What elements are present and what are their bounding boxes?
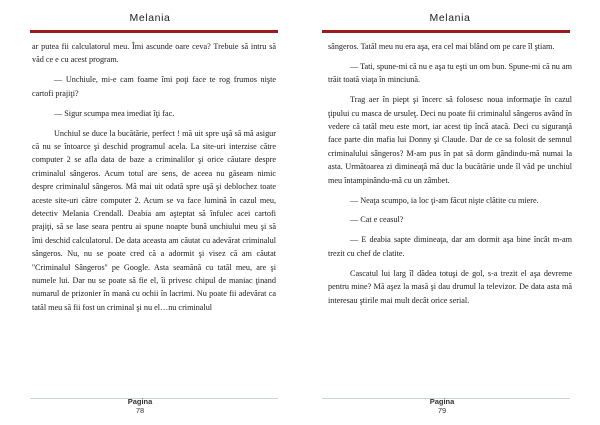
page-body [328, 40, 572, 313]
page-number: 78 [135, 406, 145, 415]
paragraph: — Unchiule, mi-e cam foame îmi poţi face te rog frumos nişte cartofi prajiţi? [32, 75, 276, 98]
right-page [300, 0, 600, 425]
footer-label: Pagina [127, 397, 153, 406]
paragraph: — E deabia sapte dimineaţa, dar am dormit aşa bine încât m-am trezit cu chef de clatite. [328, 235, 572, 258]
footer-label: Pagina [429, 397, 455, 406]
paragraph: sângeros. Tatăl meu nu era aşa, era cel mai blând om pe care îl ştiam. [328, 42, 555, 51]
page-header-title: Melania [429, 12, 471, 24]
paragraph: Unchiul se duce la bucătărie, perfect ! mă uit spre uşă să mă asigur că nu se întoarce şi deschid programul acela. La site-uri interzise către computer 2 se afla data de baze a criminalilor şi orice căutare despre criminalul sângeros. Acum totul are sens, de aceea nu găseam nimic despre criminalul sângeros. Mă mai uit odată spre uşă şi deblochez toate aceste site-uri către computer 2. Acum se va face lumină în cazul meu, detectiv Melania Crendall. Deabia am aşteptat să înfulec acei cartofi prajiţi, să se lase seara pentru ai spune noapte bună unchiului meu şi să îmi deschid calculatorul. De data aceasta am căutat cu adevărat criminalul sângeros. Nu, nu se poate cred că a adormit şi visez că am căutat ''Criminalul Sângeros'' pe Google. Asta seamănă cu tatăl meu, are şi numele lui. Dar nu se poate să fie el, îi privesc chipul de maniac ţinand numarul de prizonier în mană cu ochii în lacrimi. Nu poate fii adevărat ca tatăl meu să fii fost un criminal şi nu el…nu criminalul [32, 128, 276, 312]
paragraph: — Cat e ceasul? [350, 215, 404, 225]
paragraph: ar putea fii calculatorul meu. Îmi ascunde oare ceva? Trebuie să intru să văd ce e cu acest program. [32, 42, 276, 65]
page-header-title: Melania [129, 12, 171, 24]
page-footer [424, 397, 460, 415]
paragraph: — Tati, spune-mi că nu e aşa tu eşti un om bun. Spune-mi că nu am trăit toată viaţa în minciună. [328, 61, 572, 85]
paragraph: Trag aer în piept şi încerc să folosesc noua informaţie în cazul ţipului cu masca de ursuleţ. Deci nu poate fii criminalul sângeros având în vedere că tatăl meu este mort, iar acest tip încă atacă. Deci cu siguranţă face parte din mafia lui Donny şi Claude. Dar de ce sa folosit de semnul criminalului sângeros? M-am pus în pat să dorm gândindu-mă numai la asta. Următoarea zi dimineaţă mă duc la bucătărie unde îl văd pe unchiul meu întampinându-mă cu un zâmbet. [328, 95, 572, 185]
page-number: 79 [437, 406, 447, 415]
paragraph: Cascatul lui larg îl dădea totuşi de gol, s-a trezit el aşa devreme pentru mine? Mă aşez la masă şi dau drumul la televizor. De data asta mă interesau ştirile mai mult decât orice serial. [328, 268, 572, 305]
page-body [32, 40, 276, 321]
paragraph: — Neaţa scumpo, ia loc ţi-am făcut nişte clătite cu miere. [350, 195, 539, 205]
header-rule [322, 30, 570, 33]
page-footer [122, 397, 158, 415]
paragraph: — Sigur scumpa mea imediat îţi fac. [54, 108, 175, 118]
header-rule [30, 30, 278, 33]
